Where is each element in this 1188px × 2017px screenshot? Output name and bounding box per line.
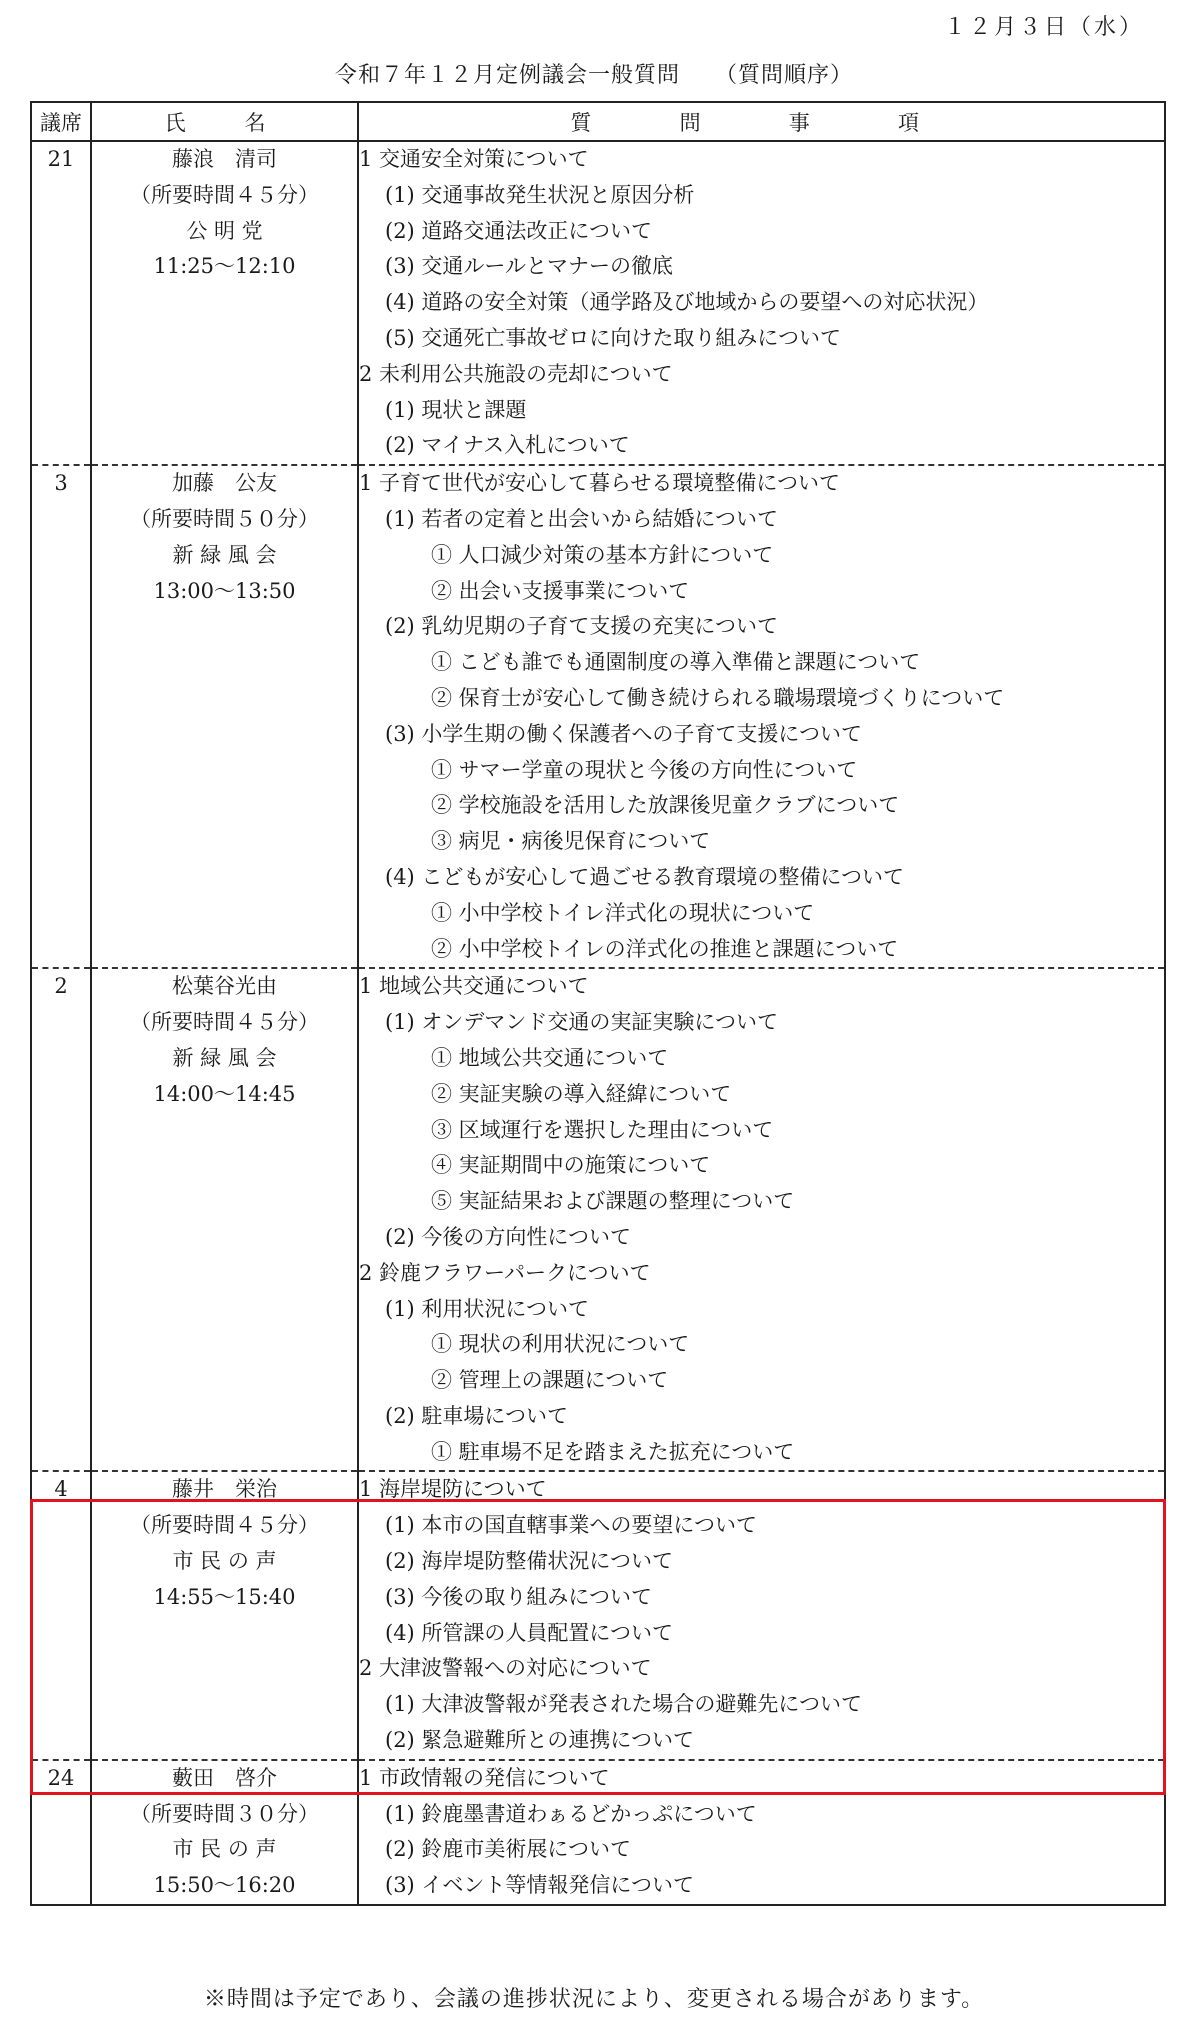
topic-item: (3) 交通ルールとマナーの徹底 xyxy=(385,254,674,279)
topic-item: (4) 所管課の人員配置について xyxy=(385,1620,674,1645)
member-name: 藪田 啓介 xyxy=(172,1765,277,1790)
topic-item: 2 大津波警報への対応について xyxy=(359,1656,652,1681)
member-name: 加藤 公友 xyxy=(172,471,277,496)
topic-item: (5) 交通死亡事故ゼロに向けた取り組みについて xyxy=(385,325,842,350)
topic-item: (1) 交通事故発生状況と原因分析 xyxy=(385,182,695,207)
topic-item: (1) 若者の定着と出会いから結婚について xyxy=(385,506,779,531)
topic-item: ① 駐車場不足を踏まえた拡充について xyxy=(431,1439,795,1464)
topic-item: ② 学校施設を活用した放課後児童クラブについて xyxy=(431,793,900,818)
topic-item: (2) 鈴鹿市美術展について xyxy=(385,1837,632,1862)
party: 公 明 党 xyxy=(186,218,263,243)
header-name: 氏 名 xyxy=(91,102,358,141)
topic-item: (4) こどもが安心して過ごせる教育環境の整備について xyxy=(385,864,904,889)
entry-row-1 xyxy=(31,141,1165,465)
seat-number: 2 xyxy=(31,968,91,1471)
question-topics xyxy=(358,465,1165,968)
topic-item: ② 管理上の課題について xyxy=(431,1368,669,1393)
seat-number: 3 xyxy=(31,465,91,968)
topic-item: (2) 今後の方向性について xyxy=(385,1224,632,1249)
duration: （所要時間４５分） xyxy=(130,1513,319,1538)
topic-item: ④ 実証期間中の施策について xyxy=(431,1153,711,1178)
question-topics xyxy=(358,141,1165,465)
topic-item: (2) 乳幼児期の子育て支援の充実について xyxy=(385,614,779,639)
topic-item: 1 海岸堤防について xyxy=(359,1477,547,1502)
topic-item: ② 出会い支援事業について xyxy=(431,578,690,603)
seat-number: 24 xyxy=(31,1760,91,1905)
topic-item: (1) 鈴鹿墨書道わぁるどかっぷについて xyxy=(385,1801,757,1826)
entry-row-3 xyxy=(31,968,1165,1471)
member-name: 藤浪 清司 xyxy=(172,147,277,171)
topic-item: (3) イベント等情報発信について xyxy=(385,1873,695,1898)
topic-item: 2 未利用公共施設の売却について xyxy=(359,361,673,386)
member-name: 藤井 栄治 xyxy=(172,1477,277,1502)
topic-item: (2) 駐車場について xyxy=(385,1403,569,1428)
entry-row-5 xyxy=(31,1760,1165,1905)
duration: （所要時間５０分） xyxy=(130,506,319,531)
member-info xyxy=(91,465,358,968)
member-info xyxy=(91,968,358,1471)
topic-item: 1 市政情報の発信について xyxy=(359,1765,610,1790)
topic-item: ② 保育士が安心して働き続けられる職場環境づくりについて xyxy=(431,685,1005,710)
topic-item: (1) 利用状況について xyxy=(385,1296,590,1321)
topic-item: (3) 小学生期の働く保護者への子育て支援について xyxy=(385,721,862,746)
topic-item: ③ 病児・病後児保育について xyxy=(431,829,711,854)
duration: （所要時間４５分） xyxy=(130,1010,319,1035)
question-topics xyxy=(358,1471,1165,1759)
header-seat: 議席 xyxy=(31,102,91,141)
seat-number: 21 xyxy=(31,141,91,465)
entry-row-4 xyxy=(31,1471,1165,1759)
topic-item: ① サマー学童の現状と今後の方向性について xyxy=(431,757,858,782)
party: 市 民 の 声 xyxy=(172,1837,277,1862)
header-topics: 質 問 事 項 xyxy=(358,102,1165,141)
question-topics xyxy=(358,968,1165,1471)
topic-item: 2 鈴鹿フラワーパークについて xyxy=(359,1260,651,1285)
topic-item: (2) 緊急避難所との連携について xyxy=(385,1728,695,1753)
topic-item: (2) 道路交通法改正について xyxy=(385,218,653,243)
entry-row-2 xyxy=(31,465,1165,968)
topic-item: ① 人口減少対策の基本方針について xyxy=(431,542,774,567)
question-schedule-table xyxy=(30,101,1166,1906)
topic-item: (2) 海岸堤防整備状況について xyxy=(385,1549,674,1574)
party: 新 緑 風 会 xyxy=(172,1045,277,1070)
topic-item: 1 地域公共交通について xyxy=(359,974,589,999)
member-info xyxy=(91,1471,358,1759)
party: 市 民 の 声 xyxy=(172,1549,277,1574)
footnote: ※時間は予定であり、会議の進捗状況により、変更される場合があります。 xyxy=(203,1987,985,2012)
topic-item: (1) オンデマンド交通の実証実験について xyxy=(385,1010,779,1035)
time-slot: 13:00～13:50 xyxy=(153,578,296,603)
time-slot: 11:25～12:10 xyxy=(153,254,296,279)
topic-item: (3) 今後の取り組みについて xyxy=(385,1584,653,1609)
topic-item: (2) マイナス入札について xyxy=(385,433,630,458)
topic-item: ③ 区域運行を選択した理由について xyxy=(431,1117,774,1142)
topic-item: 1 子育て世代が安心して暮らせる環境整備について xyxy=(359,471,840,496)
seat-number: 4 xyxy=(31,1471,91,1759)
topic-item: (1) 本市の国直轄事業への要望について xyxy=(385,1513,758,1538)
document-title: 令和７年１２月定例議会一般質問 （質問順序） xyxy=(334,63,853,88)
member-info xyxy=(91,141,358,465)
topic-item: ① こども誰でも通園制度の導入準備と課題について xyxy=(431,650,921,675)
topic-item: ② 小中学校トイレの洋式化の推進と課題について xyxy=(431,936,899,961)
question-topics xyxy=(358,1760,1165,1905)
party: 新 緑 風 会 xyxy=(172,542,277,567)
topic-item: ② 実証実験の導入経緯について xyxy=(431,1081,732,1106)
time-slot: 15:50～16:20 xyxy=(153,1873,296,1898)
topic-item: ⑤ 実証結果および課題の整理について xyxy=(431,1189,795,1214)
topic-item: ① 小中学校トイレ洋式化の現状について xyxy=(431,900,815,925)
duration: （所要時間３０分） xyxy=(130,1801,319,1826)
topic-item: 1 交通安全対策について xyxy=(359,147,589,171)
duration: （所要時間４５分） xyxy=(130,182,319,207)
member-name: 松葉谷光由 xyxy=(172,974,277,999)
time-slot: 14:55～15:40 xyxy=(153,1584,296,1609)
document-date: １２月３日（水） xyxy=(943,15,1144,40)
topic-item: ① 地域公共交通について xyxy=(431,1045,669,1070)
member-info xyxy=(91,1760,358,1905)
topic-item: (1) 大津波警報が発表された場合の避難先について xyxy=(385,1692,862,1717)
topic-item: (4) 道路の安全対策（通学路及び地域からの要望への対応状況） xyxy=(385,290,989,315)
time-slot: 14:00～14:45 xyxy=(153,1081,296,1106)
topic-item: ① 現状の利用状況について xyxy=(431,1332,690,1357)
table-header xyxy=(31,102,1165,141)
topic-item: (1) 現状と課題 xyxy=(385,397,527,422)
